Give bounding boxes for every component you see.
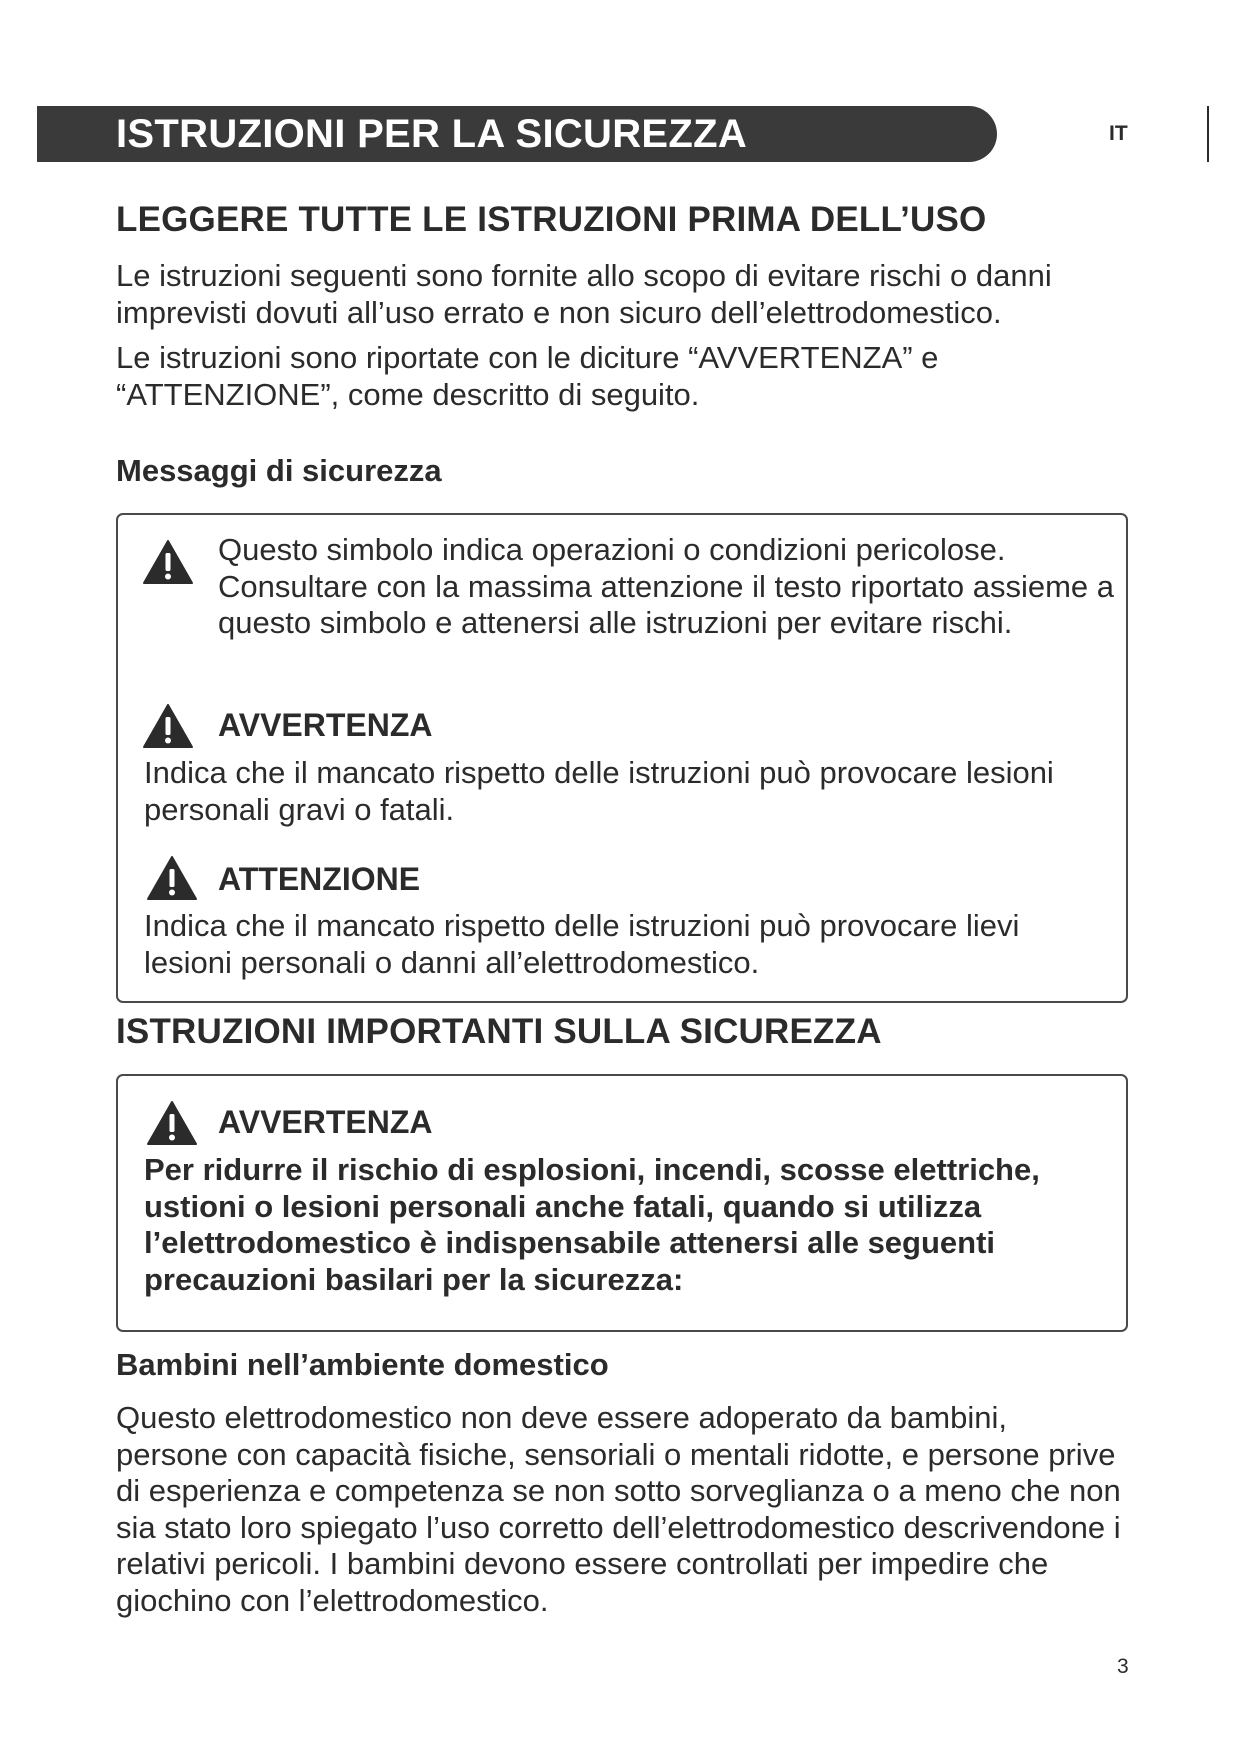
caution-label: ATTENZIONE: [218, 861, 421, 897]
warning-label: AVVERTENZA: [218, 1104, 433, 1140]
safety-messages-box: [116, 513, 1128, 1003]
children-heading: Bambini nell’ambiente domestico: [116, 1347, 609, 1382]
caution-description: Indica che il mancato rispetto delle istruzioni può provocare lievi lesioni personali o danni all’elettrodomestico.: [144, 908, 1020, 980]
labels-paragraph: Le istruzioni sono riportate con le diciture “AVVERTENZA” e “ATTENZIONE”, come descritto di seguito.: [116, 340, 939, 412]
warning-triangle-icon: [142, 703, 194, 749]
read-all-instructions-heading: LEGGERE TUTTE LE ISTRUZIONI PRIMA DELL’USO: [116, 200, 987, 239]
warning-triangle-icon: [146, 1100, 198, 1146]
important-warning-box: [116, 1074, 1128, 1332]
important-safety-heading: ISTRUZIONI IMPORTANTI SULLA SICUREZZA: [116, 1012, 882, 1051]
children-paragraph: Questo elettrodomestico non deve essere adoperato da bambini, persone con capacità fisiche, sensoriali o mentali ridotte, e persone prive di esperienza e competenza se non sotto sorveglianza o a meno che non sia stato loro spiegato l’uso corretto dell’elettrodomestico descrivendone i relativi pericoli. I bambini devono essere controllati per impedire che giochino con l’elettrodomestico.: [116, 1400, 1121, 1618]
page-title: ISTRUZIONI PER LA SICUREZZA: [116, 112, 748, 156]
warning-triangle-icon: [146, 855, 198, 901]
header-divider: [1207, 106, 1209, 162]
important-warning-text: Per ridurre il rischio di esplosioni, incendi, scosse elettriche, ustioni o lesioni personali anche fatali, quando si utilizza l’elettrodomestico è indispensabile attenersi alle seguenti precauzioni basilari per la sicurezza:: [144, 1152, 1040, 1297]
warning-description: Indica che il mancato rispetto delle istruzioni può provocare lesioni personali gravi o fatali.: [144, 755, 1054, 827]
safety-messages-heading: Messaggi di sicurezza: [116, 453, 442, 488]
warning-triangle-icon: [142, 539, 194, 585]
page-title-banner: [37, 106, 997, 162]
language-code: IT: [1109, 122, 1128, 145]
warning-label: AVVERTENZA: [218, 707, 433, 743]
intro-paragraph: Le istruzioni seguenti sono fornite allo scopo di evitare rischi o danni imprevisti dovuti all’uso errato e non sicuro dell’elettrodomestico.: [116, 258, 1052, 330]
page-number: 3: [1117, 1655, 1129, 1678]
symbol-description: Questo simbolo indica operazioni o condizioni pericolose. Consultare con la massima attenzione il testo riportato assieme a questo simbolo e attenersi alle istruzioni per evitare rischi.: [218, 532, 1114, 640]
